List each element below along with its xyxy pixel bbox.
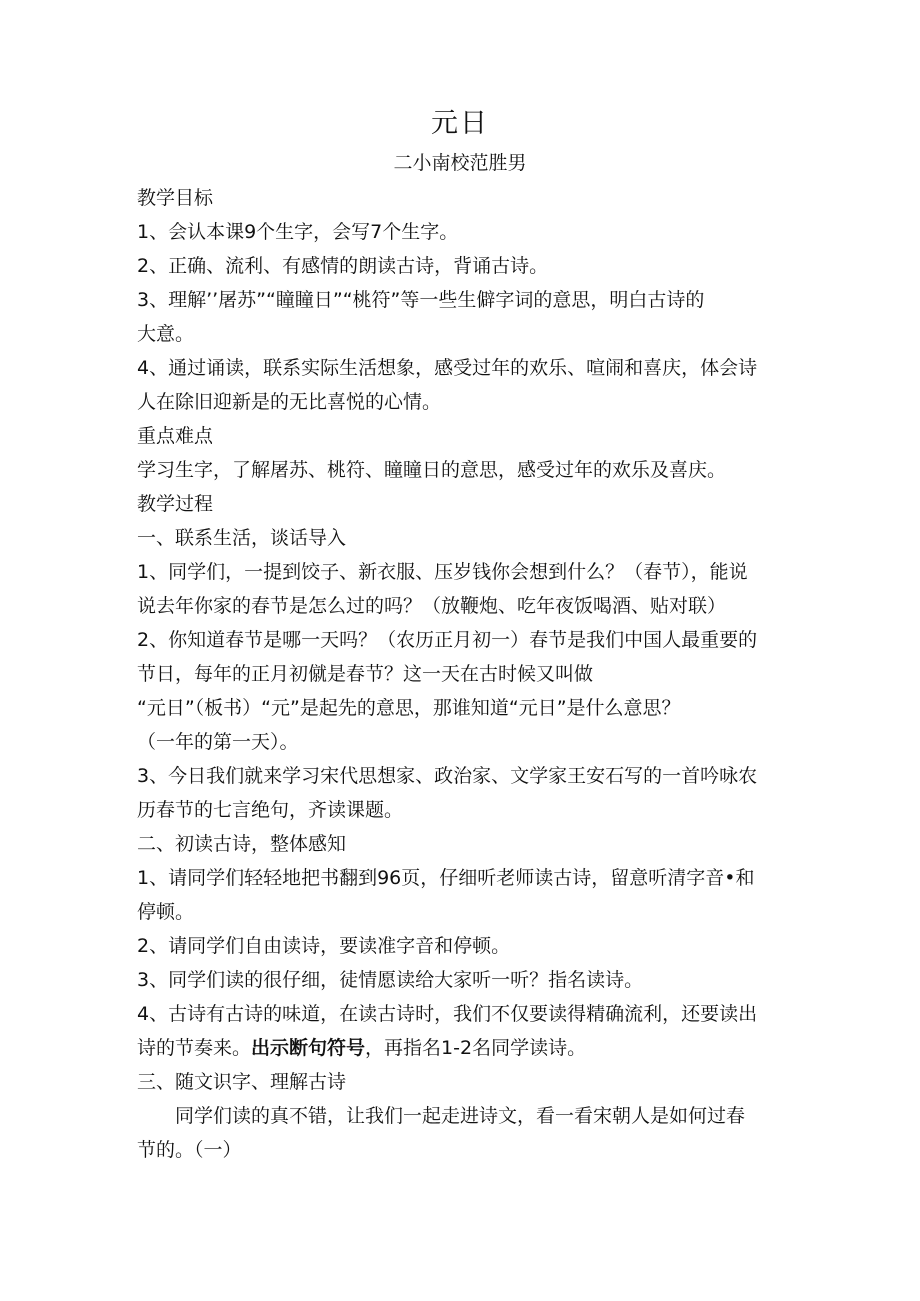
text-line: 同学们读的真不错，让我们一起走进诗文，看一看宋朝人是如何过春 xyxy=(175,1105,746,1127)
text-line: （一年的第一天）。 xyxy=(137,731,299,753)
text-line: 2、请同学们自由读诗，要读准字音和停顿。 xyxy=(137,935,511,957)
text-line: 说去年你家的春节是怎么过的吗？（放鞭炮、吃年夜饭喝酒、贴对联） xyxy=(137,595,727,617)
text-line xyxy=(137,1031,797,1065)
text-segment: ，再指名1-2名同学读诗。 xyxy=(365,1037,587,1059)
text-line: 1、会认本课9个生字，会写7个生字。 xyxy=(137,221,459,243)
subsection-heading: 二、初读古诗，整体感知 xyxy=(137,833,347,855)
section-heading-key-points: 重点难点 xyxy=(137,425,214,447)
text-segment: 诗的节奏来。 xyxy=(137,1037,252,1059)
text-line: 学习生字，了解屠苏、桃符、瞳瞳日的意思，感受过年的欢乐及喜庆。 xyxy=(137,459,727,481)
text-line: 1、同学们，一提到饺子、新衣服、压岁钱你会想到什么？（春节），能说 xyxy=(137,561,748,583)
text-line: 4、通过诵读，联系实际生活想象，感受过年的欢乐、喧闹和喜庆，体会诗 xyxy=(137,357,758,379)
document-author: 二小南校范胜男 xyxy=(393,152,527,174)
text-line: 1、请同学们轻轻地把书翻到96页，仔细听老师读古诗，留意听清字音•和 xyxy=(137,867,755,889)
text-line: 大意。 xyxy=(137,323,195,345)
text-line: 2、正确、流利、有感情的朗读古诗，背诵古诗。 xyxy=(137,255,549,277)
text-line: 3、今日我们就来学习宋代思想家、政治家、文学家王安石写的一首吟咏农 xyxy=(137,765,758,787)
text-line: 节日，每年的正月初僦是春节？这一天在古时候又叫做 xyxy=(137,663,594,685)
text-line: 4、古诗有古诗的味道，在读古诗时，我们不仅要读得精确流利，还要读出 xyxy=(137,1003,758,1025)
text-line: 停顿。 xyxy=(137,901,195,923)
section-heading-process: 教学过程 xyxy=(137,493,214,515)
text-line: 历春节的七言绝句，齐读课题。 xyxy=(137,799,404,821)
text-line: 3、同学们读的很仔细，徒情愿读给大家听一听？指名读诗。 xyxy=(137,969,644,991)
text-line: 2、你知道春节是哪一天吗？（农历正月初一）春节是我们中国人最重要的 xyxy=(137,629,758,651)
document-title: 元日 xyxy=(431,108,489,139)
text-line: 3、理解’’屠苏”“瞳瞳日”“桃符”等一些生僻字词的意思，明白古诗的 xyxy=(137,289,705,311)
subsection-heading: 一、联系生活，谈话导入 xyxy=(137,527,347,549)
bold-text: 出示断句符号 xyxy=(251,1037,366,1059)
document-body xyxy=(137,181,797,1167)
text-line: 人在除旧迎新是的无比喜悦的心情。 xyxy=(137,391,442,413)
text-line: “元日”（板书）“元”是起先的意思，那谁知道“元日”是什么意思？ xyxy=(137,697,681,719)
text-line: 节的。（一） xyxy=(137,1139,242,1161)
section-heading-objectives: 教学目标 xyxy=(137,187,214,209)
subsection-heading: 三、随文识字、理解古诗 xyxy=(137,1071,347,1093)
